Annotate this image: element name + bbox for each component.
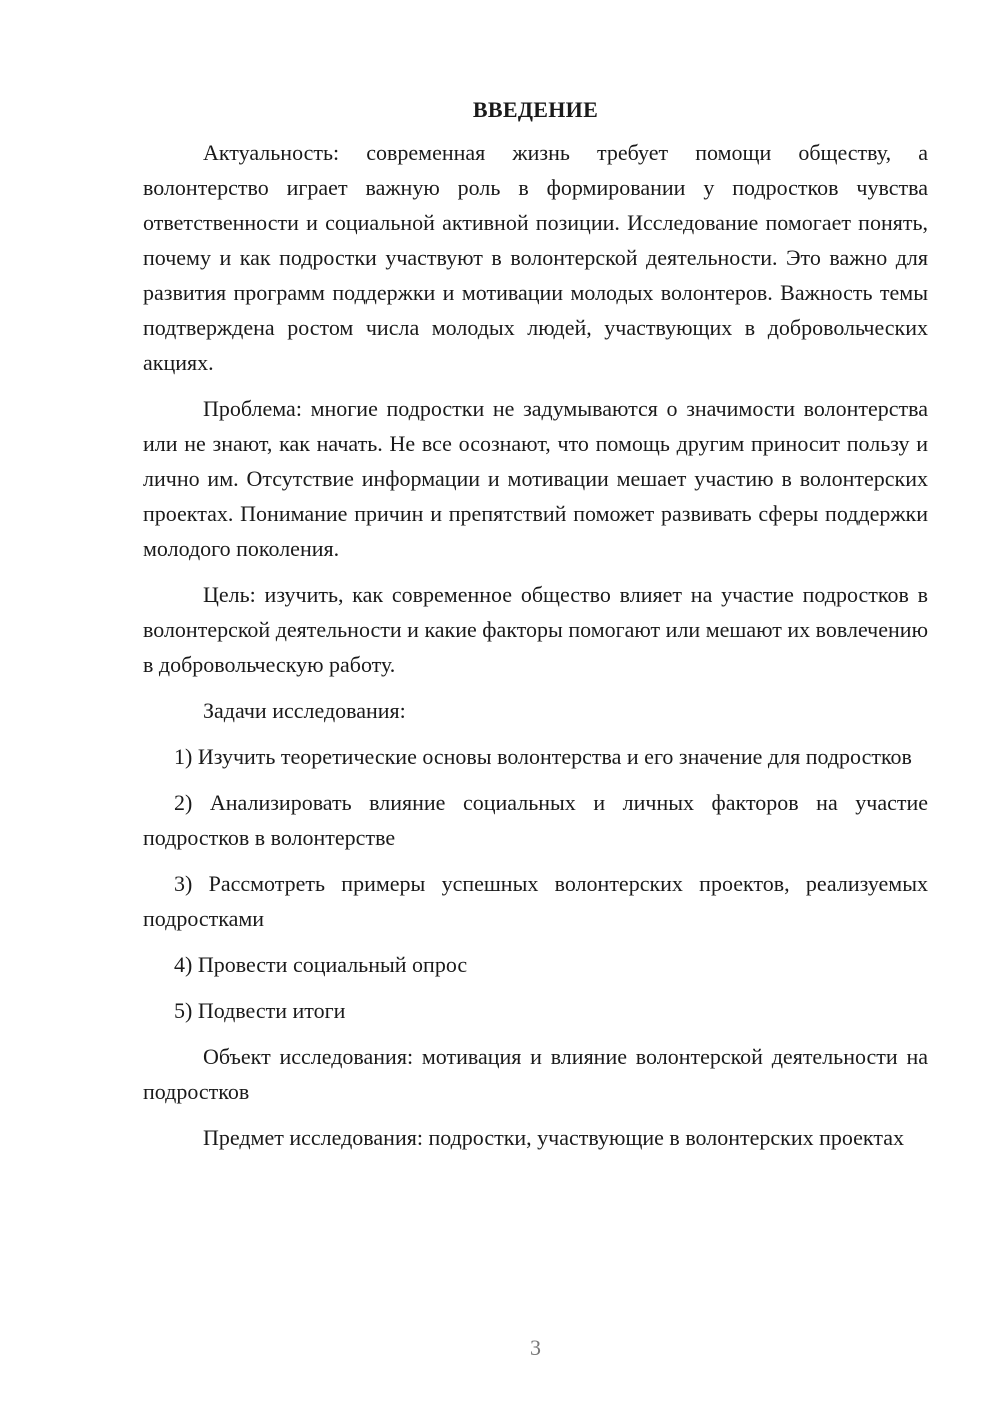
task-item: 3) Рассмотреть примеры успешных волонтерских проектов, реализуемых подростками <box>143 871 928 931</box>
goal-paragraph: Цель: изучить, как современное общество влияет на участие подростков в волонтерской деятельности и какие факторы помогают или мешают их вовлечению в добровольческую работу. <box>143 582 928 677</box>
research-object-paragraph: Объект исследования: мотивация и влияние волонтерской деятельности на подростков <box>143 1044 928 1104</box>
tasks-list <box>143 739 928 1028</box>
task-item: 4) Провести социальный опрос <box>174 952 468 977</box>
task-item: 2) Анализировать влияние социальных и личных факторов на участие подростков в волонтерстве <box>143 790 928 850</box>
task-item: 1) Изучить теоретические основы волонтерства и его значение для подростков <box>174 744 912 769</box>
relevance-paragraph: Актуальность: современная жизнь требует помощи обществу, а волонтерство играет важную роль в формировании у подростков чувства ответственности и социальной активной позиции. Исследование помогает понять, почему и как подростки участвуют в волонтерской деятельности. Это важно для развития программ поддержки и мотивации молодых волонтеров. Важность темы подтверждена ростом числа молодых людей, участвующих в добровольческих акциях. <box>143 140 928 375</box>
problem-paragraph: Проблема: многие подростки не задумываются о значимости волонтерства или не знают, как начать. Не все осознают, что помощь другим приносит пользу и лично им. Отсутствие информации и мотивации мешает участию в волонтерских проектах. Понимание причин и препятствий поможет развивать сферы поддержки молодого поколения. <box>143 396 928 561</box>
document-body <box>143 92 928 1166</box>
section-heading: ВВЕДЕНИЕ <box>472 97 599 122</box>
research-subject-paragraph: Предмет исследования: подростки, участвующие в волонтерских проектах <box>203 1125 904 1150</box>
tasks-heading: Задачи исследования: <box>203 698 406 723</box>
page-number: 3 <box>530 1335 541 1360</box>
task-item: 5) Подвести итоги <box>174 998 346 1023</box>
